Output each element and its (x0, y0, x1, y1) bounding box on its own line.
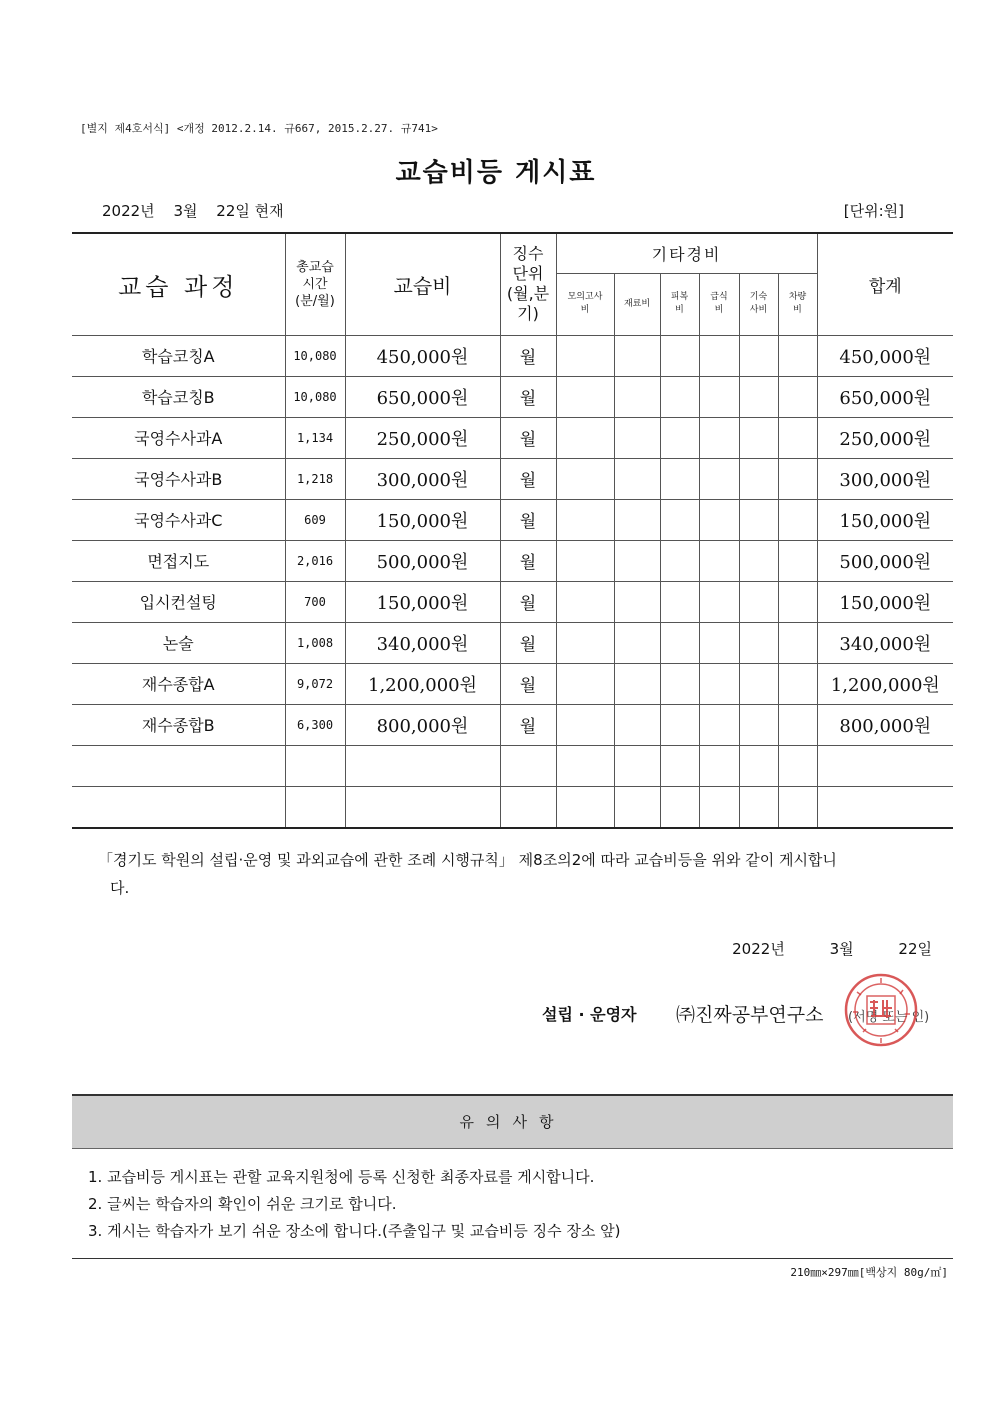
clothing-fee-cell (660, 704, 699, 745)
collection-unit-cell: 월 (500, 335, 556, 376)
course-name-cell: 학습코칭B (72, 376, 285, 417)
vehicle-fee-cell (778, 376, 817, 417)
table-row (72, 663, 953, 704)
hours-cell: 1,008 (285, 622, 345, 663)
table-row (72, 540, 953, 581)
table-row (72, 458, 953, 499)
meal-fee-cell (699, 745, 739, 786)
meal-fee-cell (699, 540, 739, 581)
header-meal-fee: 급식 비 (699, 273, 739, 335)
meal-fee-cell (699, 335, 739, 376)
table-row (72, 417, 953, 458)
company-seal-stamp (843, 972, 919, 1048)
fee-cell: 150,000원 (345, 581, 500, 622)
as-of-date (102, 200, 298, 221)
vehicle-fee-cell (778, 663, 817, 704)
hours-cell: 1,134 (285, 417, 345, 458)
meal-fee-cell (699, 622, 739, 663)
fee-cell: 800,000원 (345, 704, 500, 745)
vehicle-fee-cell (778, 540, 817, 581)
total-cell: 1,200,000원 (817, 663, 953, 704)
clothing-fee-cell (660, 376, 699, 417)
sign-month: 3월 (829, 940, 854, 958)
course-name-cell: 학습코칭A (72, 335, 285, 376)
unit-label: [단위:원] (843, 202, 904, 220)
vehicle-fee-cell (778, 745, 817, 786)
total-cell: 300,000원 (817, 458, 953, 499)
table-row (72, 786, 953, 828)
hours-cell: 1,218 (285, 458, 345, 499)
dormitory-fee-cell (739, 581, 778, 622)
fee-cell: 650,000원 (345, 376, 500, 417)
collection-unit-cell: 월 (500, 704, 556, 745)
vehicle-fee-cell (778, 786, 817, 828)
header-clothing-fee: 피복 비 (660, 273, 699, 335)
caution-list (88, 1164, 620, 1245)
clothing-fee-cell (660, 540, 699, 581)
fee-cell: 450,000원 (345, 335, 500, 376)
dormitory-fee-cell (739, 417, 778, 458)
fee-cell (345, 745, 500, 786)
collection-unit-cell: 월 (500, 581, 556, 622)
paper-spec: 210㎜×297㎜[백상지 80g/㎡] (790, 1266, 948, 1279)
material-fee-cell (614, 417, 660, 458)
notice-line-1: 「경기도 학원의 설립·운영 및 과외교습에 관한 조례 시행규칙」 제8조의2에 따라 교습비등을 위와 같이 게시합니 (98, 851, 837, 869)
table-row (72, 499, 953, 540)
clothing-fee-cell (660, 499, 699, 540)
collection-unit-cell (500, 745, 556, 786)
hours-cell: 609 (285, 499, 345, 540)
hours-cell: 700 (285, 581, 345, 622)
table-row (72, 581, 953, 622)
header-material-fee: 재료비 (614, 273, 660, 335)
meal-fee-cell (699, 581, 739, 622)
header-fee: 교습비 (345, 233, 500, 335)
fee-table (72, 232, 953, 829)
notice-line-2: 다. (110, 879, 130, 897)
total-cell (817, 745, 953, 786)
sign-day: 22일 (898, 940, 932, 958)
mock-exam-fee-cell (556, 786, 614, 828)
as-of-day: 22일 현재 (216, 202, 284, 220)
dormitory-fee-cell (739, 622, 778, 663)
dormitory-fee-cell (739, 335, 778, 376)
hours-cell (285, 745, 345, 786)
collection-unit-cell: 월 (500, 376, 556, 417)
mock-exam-fee-cell (556, 458, 614, 499)
mock-exam-fee-cell (556, 376, 614, 417)
fee-cell: 300,000원 (345, 458, 500, 499)
collection-unit-cell: 월 (500, 458, 556, 499)
clothing-fee-cell (660, 458, 699, 499)
mock-exam-fee-cell (556, 540, 614, 581)
header-vehicle-fee: 차량 비 (778, 273, 817, 335)
dormitory-fee-cell (739, 786, 778, 828)
meal-fee-cell (699, 499, 739, 540)
table-row (72, 704, 953, 745)
collection-unit-cell (500, 786, 556, 828)
course-name-cell: 입시컨설팅 (72, 581, 285, 622)
vehicle-fee-cell (778, 458, 817, 499)
hours-cell (285, 786, 345, 828)
fee-cell: 1,200,000원 (345, 663, 500, 704)
as-of-month: 3월 (173, 202, 198, 220)
collection-unit-cell: 월 (500, 499, 556, 540)
mock-exam-fee-cell (556, 335, 614, 376)
founder-label: 설립 · 운영자 (542, 1005, 637, 1024)
course-name-cell: 재수종합B (72, 704, 285, 745)
material-fee-cell (614, 622, 660, 663)
vehicle-fee-cell (778, 417, 817, 458)
meal-fee-cell (699, 376, 739, 417)
seal-placeholder: (서명 또는 인) (848, 1010, 930, 1025)
material-fee-cell (614, 745, 660, 786)
material-fee-cell (614, 499, 660, 540)
table-row (72, 622, 953, 663)
mock-exam-fee-cell (556, 417, 614, 458)
total-cell: 800,000원 (817, 704, 953, 745)
clothing-fee-cell (660, 417, 699, 458)
course-name-cell: 면접지도 (72, 540, 285, 581)
caution-item-2: 2. 글씨는 학습자의 확인이 쉬운 크기로 합니다. (88, 1195, 397, 1213)
clothing-fee-cell (660, 745, 699, 786)
header-other-expenses: 기타경비 (556, 233, 817, 273)
total-cell: 650,000원 (817, 376, 953, 417)
course-name-cell: 재수종합A (72, 663, 285, 704)
table-row (72, 745, 953, 786)
collection-unit-cell: 월 (500, 540, 556, 581)
header-total: 합계 (817, 233, 953, 335)
fee-cell: 500,000원 (345, 540, 500, 581)
mock-exam-fee-cell (556, 663, 614, 704)
clothing-fee-cell (660, 622, 699, 663)
course-name-cell: 논술 (72, 622, 285, 663)
hours-cell: 10,080 (285, 376, 345, 417)
hours-cell: 10,080 (285, 335, 345, 376)
dormitory-fee-cell (739, 499, 778, 540)
vehicle-fee-cell (778, 704, 817, 745)
collection-unit-cell: 월 (500, 663, 556, 704)
course-name-cell (72, 786, 285, 828)
meal-fee-cell (699, 704, 739, 745)
as-of-year: 2022년 (102, 202, 155, 220)
dormitory-fee-cell (739, 540, 778, 581)
page-title: 교습비등 게시표 (395, 158, 597, 188)
collection-unit-cell: 월 (500, 622, 556, 663)
vehicle-fee-cell (778, 581, 817, 622)
material-fee-cell (614, 786, 660, 828)
hours-cell: 9,072 (285, 663, 345, 704)
dormitory-fee-cell (739, 704, 778, 745)
mock-exam-fee-cell (556, 745, 614, 786)
dormitory-fee-cell (739, 745, 778, 786)
fee-cell (345, 786, 500, 828)
clothing-fee-cell (660, 335, 699, 376)
fee-cell: 150,000원 (345, 499, 500, 540)
caution-item-1: 1. 교습비등 게시표는 관할 교육지원청에 등록 신청한 최종자료를 게시합니다. (88, 1168, 595, 1186)
vehicle-fee-cell (778, 622, 817, 663)
mock-exam-fee-cell (556, 581, 614, 622)
total-cell: 500,000원 (817, 540, 953, 581)
dormitory-fee-cell (739, 458, 778, 499)
hours-cell: 6,300 (285, 704, 345, 745)
material-fee-cell (614, 663, 660, 704)
dormitory-fee-cell (739, 376, 778, 417)
material-fee-cell (614, 581, 660, 622)
caution-heading: 유의사항 (72, 1094, 953, 1149)
meal-fee-cell (699, 417, 739, 458)
vehicle-fee-cell (778, 499, 817, 540)
caution-item-3: 3. 게시는 학습자가 보기 쉬운 장소에 합니다.(주출입구 및 교습비등 징수 장소 앞) (88, 1222, 621, 1240)
header-mock-exam-fee: 모의고사 비 (556, 273, 614, 335)
header-unit: 징수 단위 (월,분 기) (500, 233, 556, 335)
sign-year: 2022년 (732, 940, 785, 958)
clothing-fee-cell (660, 581, 699, 622)
vehicle-fee-cell (778, 335, 817, 376)
material-fee-cell (614, 458, 660, 499)
hours-cell: 2,016 (285, 540, 345, 581)
material-fee-cell (614, 704, 660, 745)
total-cell: 340,000원 (817, 622, 953, 663)
header-hours: 총교습 시간 (분/월) (285, 233, 345, 335)
founder-name: ㈜진짜공부연구소 (676, 1004, 824, 1026)
fee-cell: 340,000원 (345, 622, 500, 663)
dormitory-fee-cell (739, 663, 778, 704)
mock-exam-fee-cell (556, 704, 614, 745)
notice-text (98, 846, 950, 902)
form-number: [별지 제4호서식] <개정 2012.2.14. 규667, 2015.2.27. 규741> (80, 122, 438, 135)
collection-unit-cell: 월 (500, 417, 556, 458)
table-row (72, 376, 953, 417)
course-name-cell (72, 745, 285, 786)
course-name-cell: 국영수사과A (72, 417, 285, 458)
total-cell: 150,000원 (817, 499, 953, 540)
clothing-fee-cell (660, 786, 699, 828)
total-cell: 250,000원 (817, 417, 953, 458)
total-cell: 450,000원 (817, 335, 953, 376)
course-name-cell: 국영수사과C (72, 499, 285, 540)
header-course: 교습 과정 (72, 233, 285, 335)
material-fee-cell (614, 376, 660, 417)
fee-cell: 250,000원 (345, 417, 500, 458)
table-row (72, 335, 953, 376)
total-cell (817, 786, 953, 828)
material-fee-cell (614, 335, 660, 376)
meal-fee-cell (699, 663, 739, 704)
mock-exam-fee-cell (556, 622, 614, 663)
course-name-cell: 국영수사과B (72, 458, 285, 499)
signature-date (692, 938, 932, 959)
header-dormitory-fee: 기숙 사비 (739, 273, 778, 335)
meal-fee-cell (699, 458, 739, 499)
clothing-fee-cell (660, 663, 699, 704)
bottom-divider (72, 1258, 953, 1259)
mock-exam-fee-cell (556, 499, 614, 540)
meal-fee-cell (699, 786, 739, 828)
material-fee-cell (614, 540, 660, 581)
total-cell: 150,000원 (817, 581, 953, 622)
